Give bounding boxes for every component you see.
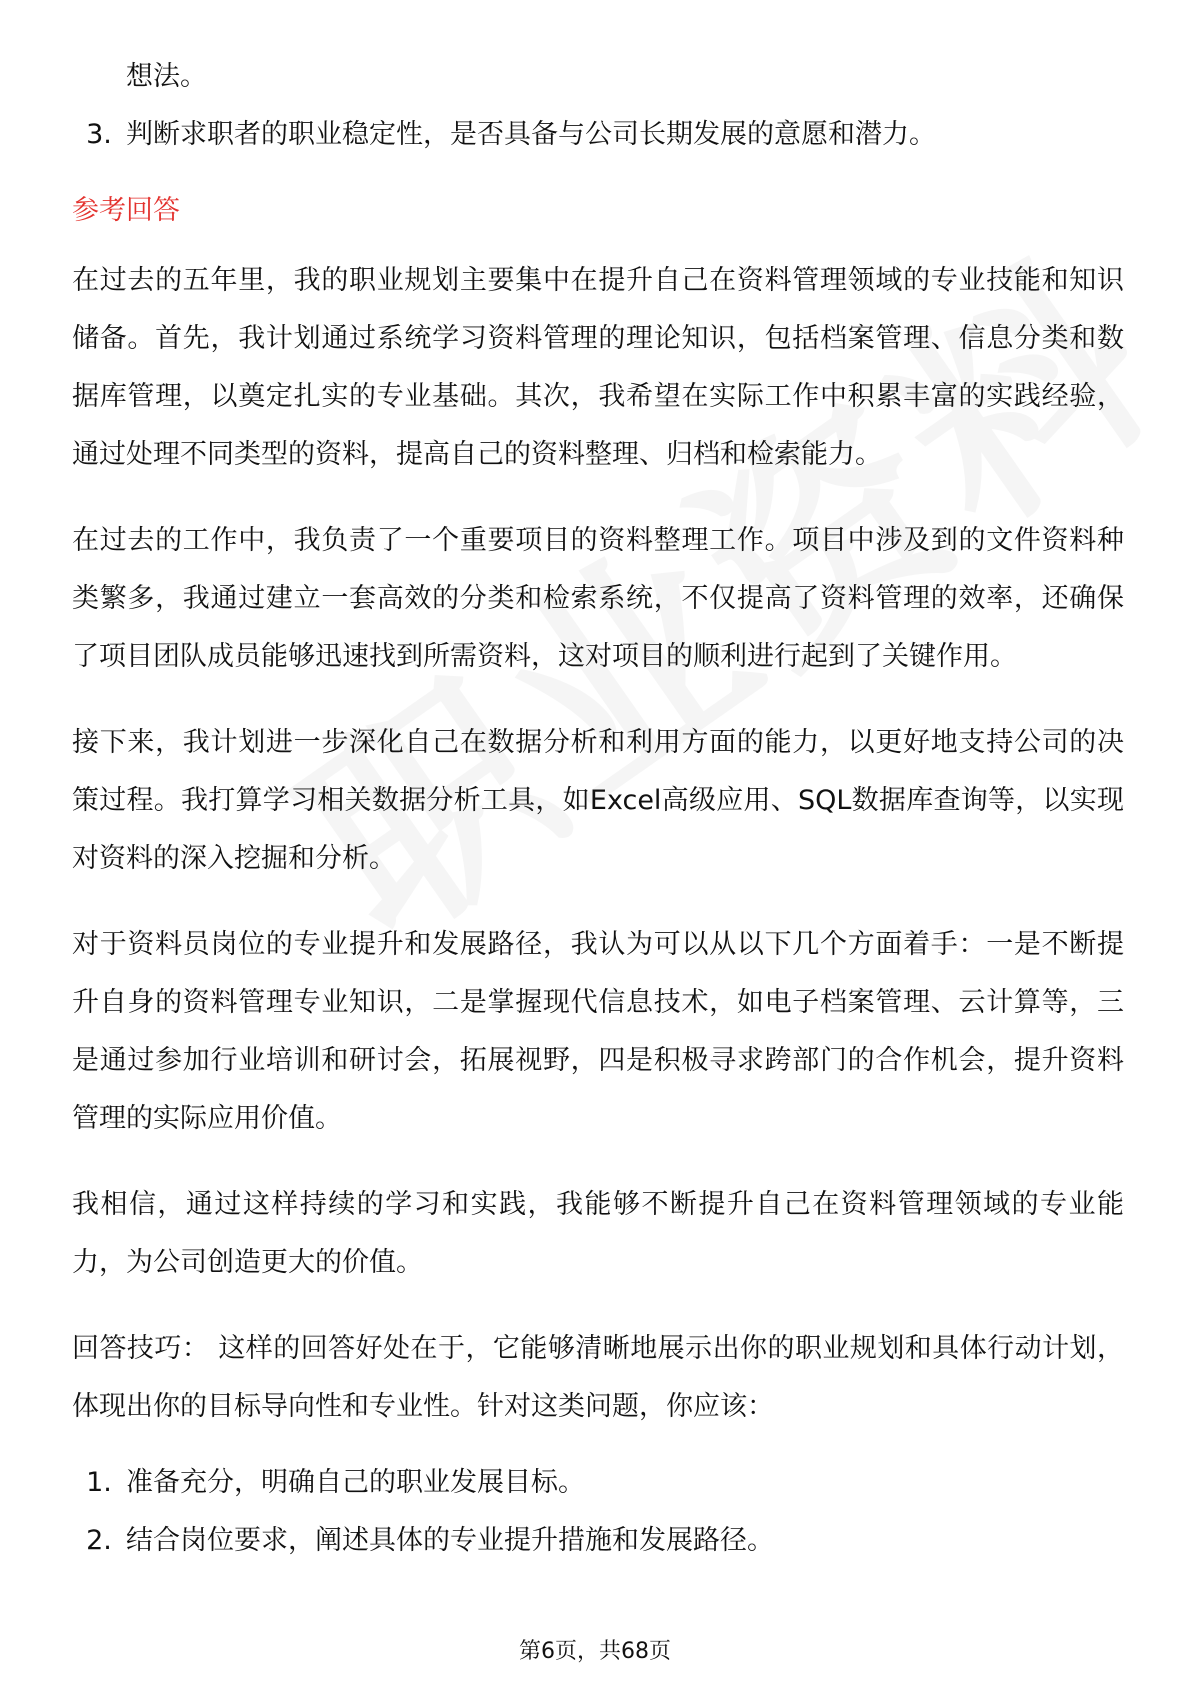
section-title: 参考回答	[72, 195, 180, 226]
list-text: 准备充分，明确自己的职业发展目标。	[126, 1467, 585, 1498]
list-item	[72, 106, 1124, 164]
paragraph-3: 接下来，我计划进一步深化自己在数据分析和利用方面的能力，以更好地支持公司的决策过程。我打算学习相关数据分析工具，如Excel高级应用、SQL数据库查询等，以实现对资料的深入挖掘和分析。	[72, 727, 1124, 874]
page-footer: 第6页，共68页	[519, 1639, 671, 1664]
answer-tips-paragraph: 回答技巧： 这样的回答好处在于，它能够清晰地展示出你的职业规划和具体行动计划，体现出你的目标导向性和专业性。针对这类问题，你应该：	[72, 1333, 1124, 1422]
list-item	[72, 1454, 1124, 1512]
list-number: 3.	[86, 119, 112, 150]
paragraph-4: 对于资料员岗位的专业提升和发展路径，我认为可以从以下几个方面着手：一是不断提升自身的资料管理专业知识，二是掌握现代信息技术，如电子档案管理、云计算等，三是通过参加行业培训和研讨会，拓展视野，四是积极寻求跨部门的合作机会，提升资料管理的实际应用价值。	[72, 929, 1124, 1134]
list-item	[72, 1512, 1124, 1570]
page-content	[72, 48, 1124, 1570]
paragraph-1: 在过去的五年里，我的职业规划主要集中在提升自己在资料管理领域的专业技能和知识储备。首先，我计划通过系统学习资料管理的理论知识，包括档案管理、信息分类和数据库管理，以奠定扎实的专业基础。其次，我希望在实际工作中积累丰富的实践经验，通过处理不同类型的资料，提高自己的资料整理、归档和检索能力。	[72, 265, 1124, 470]
continued-text: 想法。	[126, 61, 207, 92]
list-number: 1.	[86, 1467, 112, 1498]
list-number: 2.	[86, 1525, 112, 1556]
paragraph-2: 在过去的工作中，我负责了一个重要项目的资料整理工作。项目中涉及到的文件资料种类繁多，我通过建立一套高效的分类和检索系统，不仅提高了资料管理的效率，还确保了项目团队成员能够迅速找到所需资料，这对项目的顺利进行起到了关键作用。	[72, 525, 1124, 672]
paragraph-5: 我相信，通过这样持续的学习和实践，我能够不断提升自己在资料管理领域的专业能力，为公司创造更大的价值。	[72, 1189, 1124, 1278]
list-text: 结合岗位要求，阐述具体的专业提升措施和发展路径。	[126, 1525, 774, 1556]
list-text: 判断求职者的职业稳定性，是否具备与公司长期发展的意愿和潜力。	[126, 119, 936, 150]
